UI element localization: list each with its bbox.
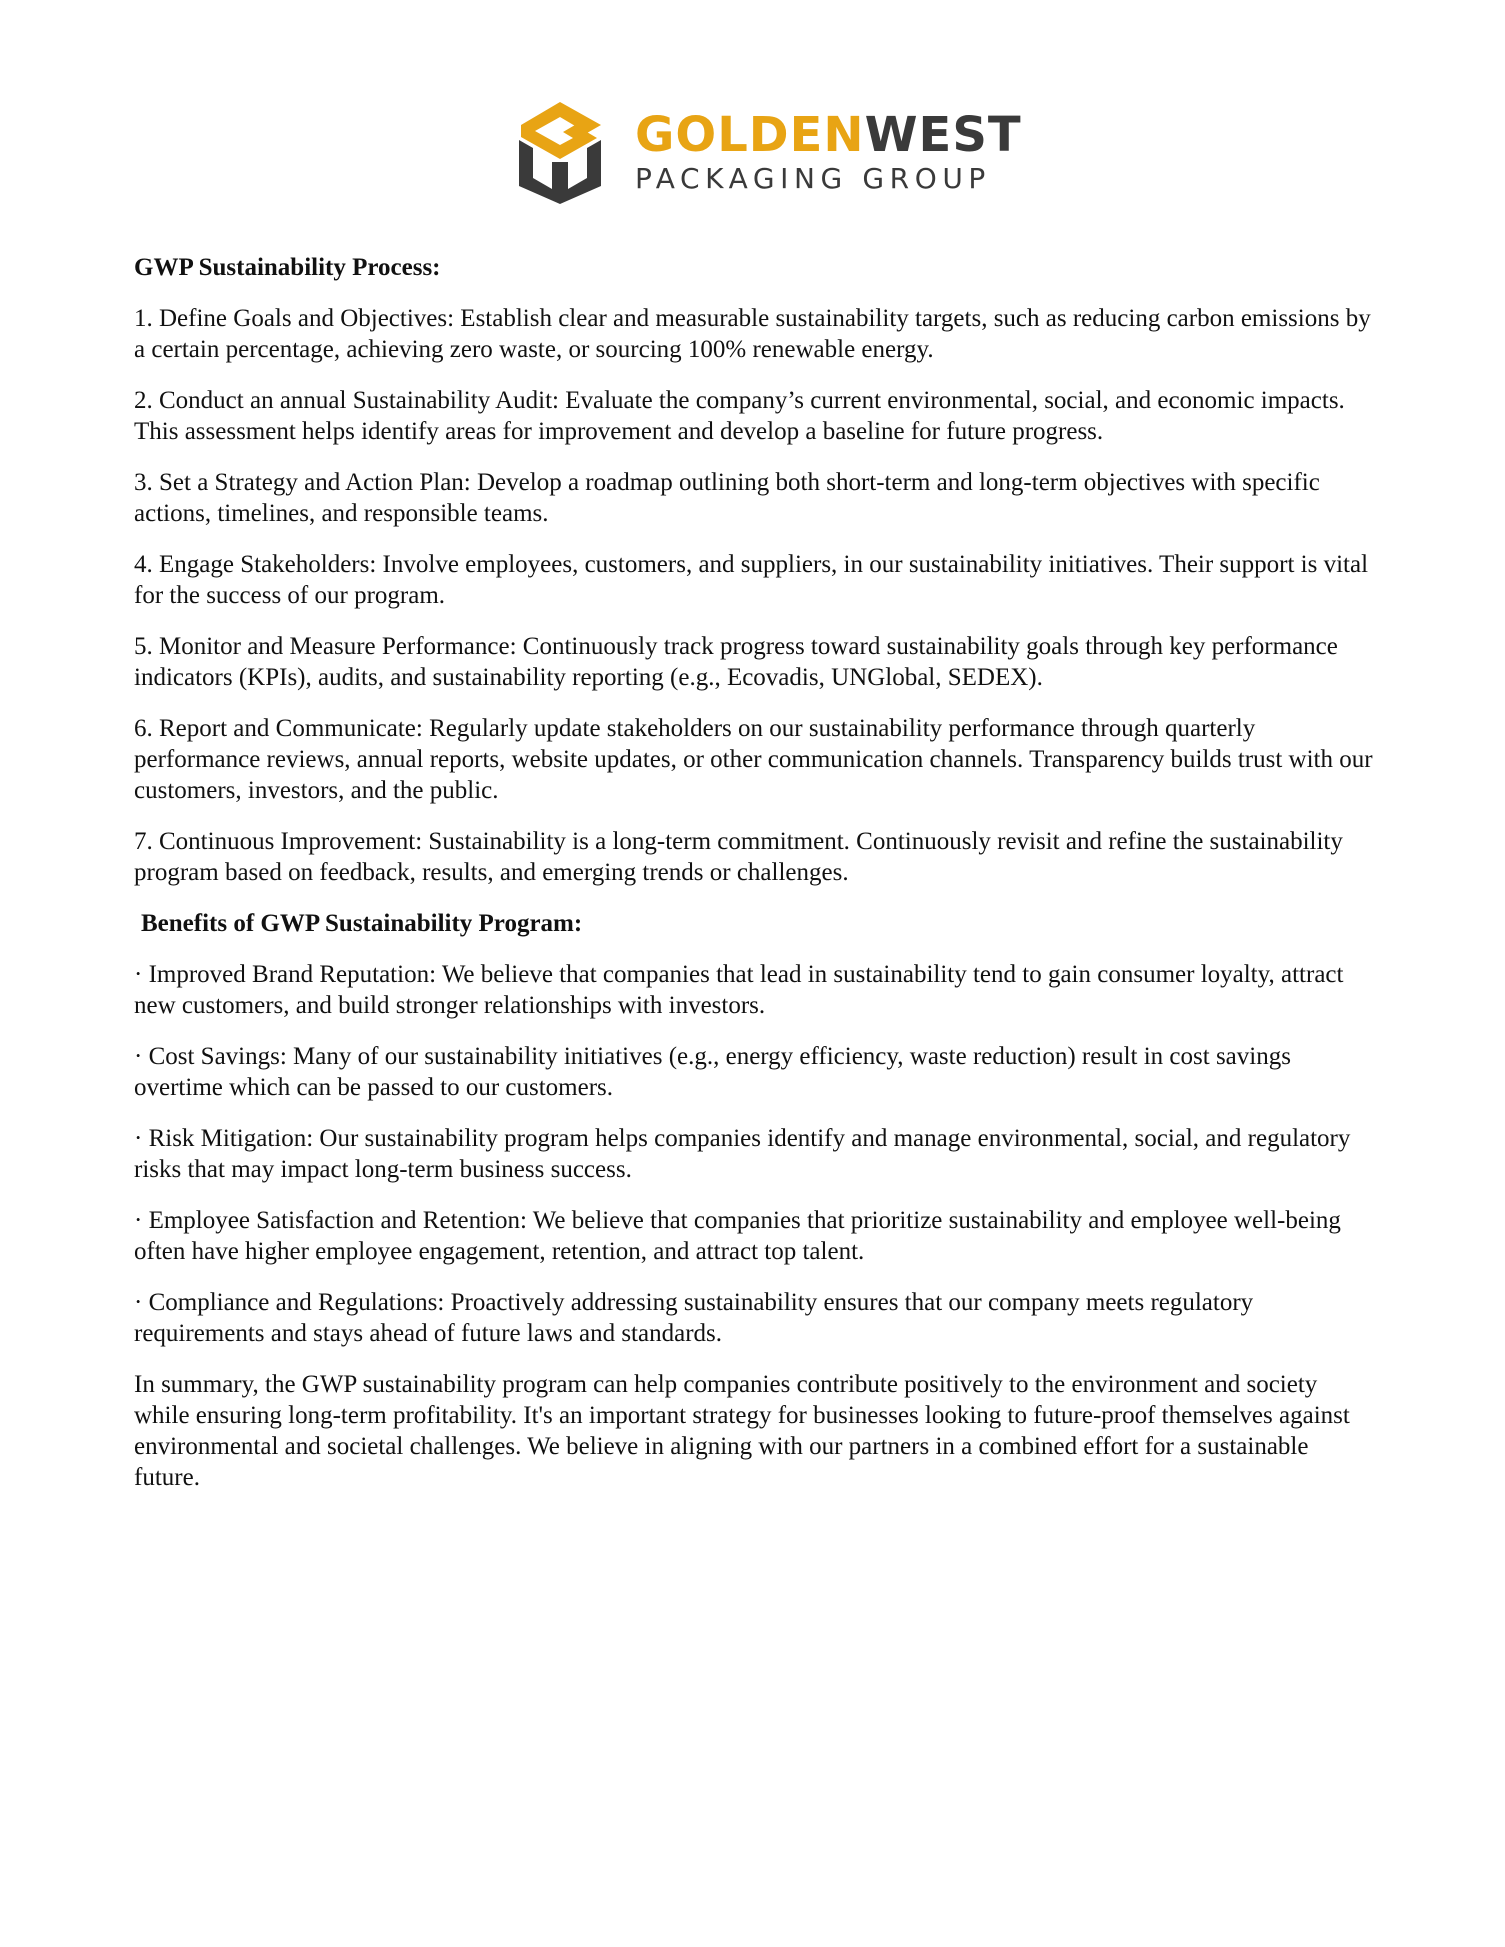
logo-subtitle: PACKAGING GROUP — [635, 162, 991, 195]
logo-wordmark — [635, 107, 1022, 196]
process-item: 4. Engage Stakeholders: Involve employees, customers, and suppliers, in our sustainability initiatives. Their support is vital for the success of our program. — [134, 551, 1369, 609]
hexagon-logo-icon — [515, 100, 605, 204]
company-logo — [515, 100, 1022, 210]
process-item: 5. Monitor and Measure Performance: Continuously track progress toward sustainability goals through key performance indicators (KPIs), audits, and sustainability reporting (e.g., Ecovadis, UNGlobal, SEDEX). — [134, 633, 1338, 691]
process-item: 7. Continuous Improvement: Sustainability is a long-term commitment. Continuously revisit and refine the sustainability program based on feedback, results, and emerging trends or challenges. — [134, 828, 1343, 886]
benefit-item: · Employee Satisfaction and Retention: We believe that companies that prioritize sustainability and employee well-being often have higher employee engagement, retention, and attract top talent. — [134, 1207, 1341, 1265]
process-heading: GWP Sustainability Process: — [134, 254, 441, 281]
logo-word-west: WEST — [864, 107, 1022, 163]
benefit-item: · Risk Mitigation: Our sustainability program helps companies identify and manage environmental, social, and regulatory risks that may impact long-term business success. — [134, 1125, 1351, 1183]
logo-word-golden: GOLDEN — [635, 107, 865, 163]
summary-paragraph: In summary, the GWP sustainability program can help companies contribute positively to the environment and society while ensuring long-term profitability. It's an important strategy for businesses looking to future-proof themselves against environmental and societal challenges. We believe in aligning with our partners in a combined effort for a sustainable future. — [134, 1371, 1350, 1491]
benefits-heading: Benefits of GWP Sustainability Program: — [141, 910, 583, 937]
process-item: 2. Conduct an annual Sustainability Audit: Evaluate the company’s current environmental, social, and economic impacts. This assessment helps identify areas for improvement and develop a baseline for future progress. — [134, 387, 1345, 445]
logo-title — [635, 107, 1022, 163]
benefit-item: · Improved Brand Reputation: We believe that companies that lead in sustainability tend to gain consumer loyalty, attract new customers, and build stronger relationships with investors. — [134, 961, 1344, 1019]
process-item: 1. Define Goals and Objectives: Establish clear and measurable sustainability targets, such as reducing carbon emissions by a certain percentage, achieving zero waste, or sourcing 100% renewable energy. — [134, 305, 1371, 363]
process-item: 6. Report and Communicate: Regularly update stakeholders on our sustainability performance through quarterly performance reviews, annual reports, website updates, or other communication channels. Transparency builds trust with our customers, investors, and the public. — [134, 715, 1373, 804]
benefit-item: · Cost Savings: Many of our sustainability initiatives (e.g., energy efficiency, waste reduction) result in cost savings overtime which can be passed to our customers. — [134, 1043, 1291, 1101]
document-body — [134, 252, 1379, 1513]
benefit-item: · Compliance and Regulations: Proactively addressing sustainability ensures that our company meets regulatory requirements and stays ahead of future laws and standards. — [134, 1289, 1254, 1347]
process-item: 3. Set a Strategy and Action Plan: Develop a roadmap outlining both short-term and long-term objectives with specific actions, timelines, and responsible teams. — [134, 469, 1320, 527]
